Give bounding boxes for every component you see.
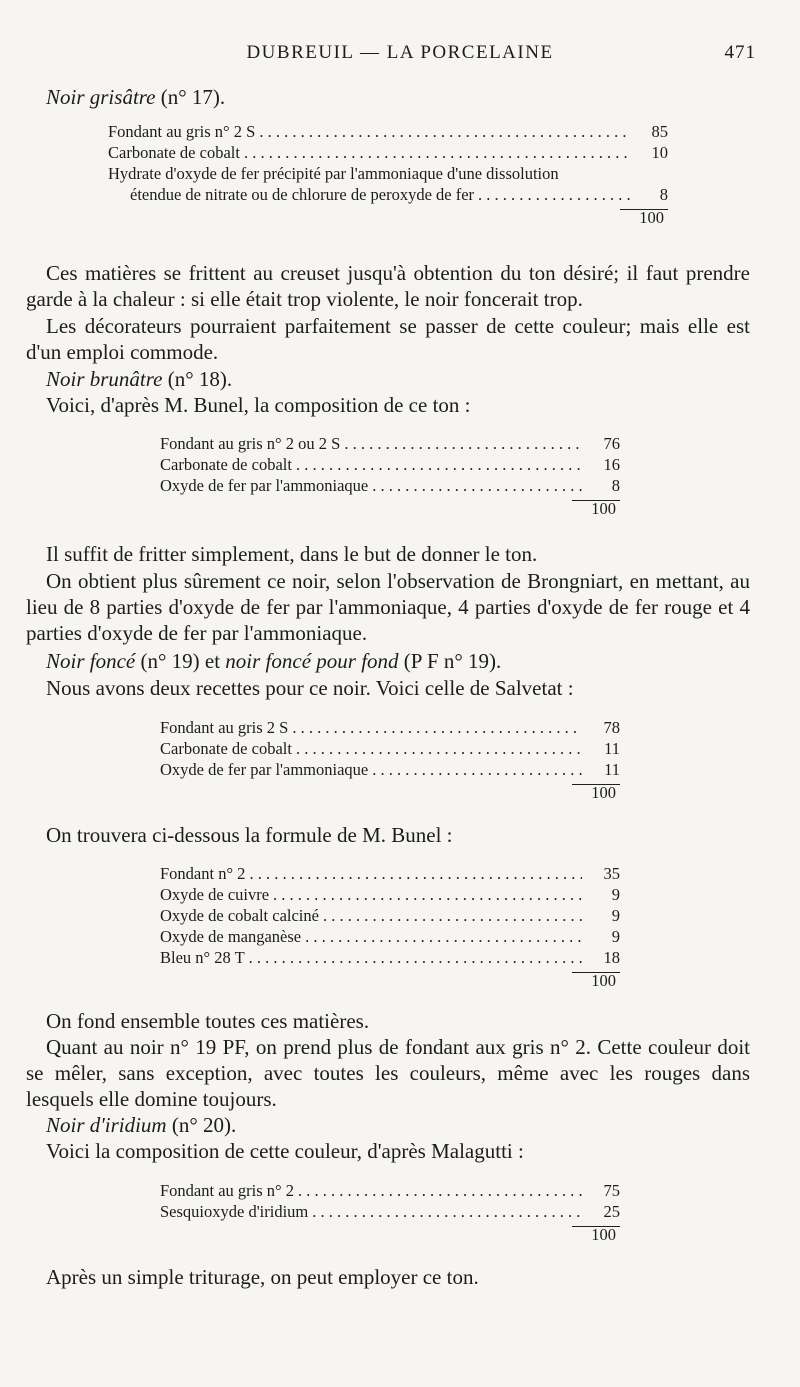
- leader-dots: [323, 905, 582, 926]
- paragraph: Il suffit de fritter simplement, dans le but de donner le ton.: [46, 542, 538, 566]
- recipe-17: [108, 121, 668, 229]
- ingredient-value: 16: [603, 455, 620, 474]
- recipe-row: [160, 863, 620, 884]
- recipe-total: 100: [591, 783, 616, 802]
- paragraph: Après un simple triturage, on peut employer ce ton.: [46, 1265, 479, 1289]
- ingredient-value: 8: [611, 476, 620, 495]
- ingredient-label: Bleu n° 28 T: [160, 948, 245, 967]
- total-rule: [160, 496, 620, 498]
- recipe-18: [160, 433, 620, 520]
- recipe-row: [160, 1201, 620, 1222]
- recipe-row: [160, 454, 620, 475]
- color-name: Noir brunâtre: [46, 367, 163, 391]
- paragraph: On trouvera ci-dessous la formule de M. Bunel :: [46, 823, 453, 847]
- ingredient-label: Oxyde de fer par l'ammoniaque: [160, 476, 369, 495]
- ingredient-value: 8: [659, 185, 668, 204]
- leader-dots: [312, 1201, 582, 1222]
- ingredient-value: 10: [651, 143, 668, 162]
- leader-dots: [478, 184, 630, 205]
- ingredient-label: Oxyde de manganèse: [160, 927, 302, 946]
- ingredient-label: Oxyde de cuivre: [160, 885, 270, 904]
- ingredient-label: Carbonate de cobalt: [160, 455, 292, 474]
- ingredient-value: 9: [611, 927, 620, 946]
- total-rule: [160, 1222, 620, 1224]
- ingredient-label: Carbonate de cobalt: [108, 143, 240, 162]
- ingredient-value: 9: [611, 885, 620, 904]
- recipe-row: [160, 759, 620, 780]
- paragraph: Voici la composition de cette couleur, d'après Malagutti :: [46, 1139, 524, 1163]
- color-name: Noir grisâtre: [46, 85, 156, 109]
- leader-dots: [249, 863, 582, 884]
- ingredient-label: Oxyde de cobalt calciné: [160, 906, 319, 925]
- ingredient-value: 78: [603, 718, 620, 737]
- leader-dots: [296, 738, 582, 759]
- leader-dots: [372, 759, 582, 780]
- leader-dots: [292, 717, 582, 738]
- paragraph: Les décorateurs pourraient parfaitement se passer de cette couleur; mais elle est d'un emploi commode.: [26, 314, 750, 364]
- ingredient-label: étendue de nitrate ou de chlorure de peroxyde de fer: [130, 185, 475, 204]
- heading-noir-iridium: [46, 1112, 236, 1138]
- ingredient-label: Fondant au gris n° 2 S: [108, 122, 256, 141]
- color-number: (n° 18).: [167, 367, 233, 391]
- recipe-20: [160, 1180, 620, 1246]
- recipe-row: [160, 738, 620, 759]
- recipe-row: [160, 475, 620, 496]
- recipe-row: [108, 184, 668, 205]
- recipe-row: [108, 142, 668, 163]
- recipe-row: [160, 433, 620, 454]
- recipe-bunel: [160, 863, 620, 992]
- running-header: [0, 42, 800, 68]
- recipe-total: 100: [591, 1225, 616, 1244]
- running-title: DUBREUIL — LA PORCELAINE: [246, 42, 554, 63]
- ingredient-value: 75: [603, 1181, 620, 1200]
- color-number: (n° 19) et: [140, 649, 221, 673]
- leader-dots: [249, 947, 582, 968]
- ingredient-value: 76: [603, 434, 620, 453]
- ingredient-label: Oxyde de fer par l'ammoniaque: [160, 760, 369, 779]
- leader-dots: [259, 121, 630, 142]
- ingredient-label: Sesquioxyde d'iridium: [160, 1202, 309, 1221]
- color-number: (n° 20).: [171, 1113, 237, 1137]
- leader-dots: [372, 475, 582, 496]
- paragraph: On fond ensemble toutes ces matières.: [46, 1009, 370, 1033]
- ingredient-value: 18: [603, 948, 620, 967]
- recipe-total: 100: [639, 208, 664, 227]
- color-name: noir foncé pour fond: [225, 649, 399, 673]
- heading-noir-fonce: [46, 648, 501, 674]
- ingredient-value: 35: [603, 864, 620, 883]
- leader-dots: [298, 1180, 582, 1201]
- recipe-row: [160, 905, 620, 926]
- recipe-total: 100: [591, 971, 616, 990]
- paragraph: Quant au noir n° 19 PF, on prend plus de fondant aux gris n° 2. Cette couleur doit se mêler, sans exception, avec toutes les couleurs, même avec les rouges dans lesquels elle domine toujours.: [26, 1035, 750, 1111]
- color-number: (n° 17).: [160, 85, 226, 109]
- ingredient-label: Fondant n° 2: [160, 864, 246, 883]
- ingredient-value: 11: [604, 739, 620, 758]
- leader-dots: [344, 433, 582, 454]
- recipe-row: [160, 947, 620, 968]
- recipe-row: [160, 884, 620, 905]
- recipe-total: 100: [591, 499, 616, 518]
- recipe-row: [160, 926, 620, 947]
- ingredient-value: 25: [603, 1202, 620, 1221]
- color-name: Noir d'iridium: [46, 1113, 167, 1137]
- ingredient-label: Carbonate de cobalt: [160, 739, 292, 758]
- paragraph: Nous avons deux recettes pour ce noir. Voici celle de Salvetat :: [46, 676, 574, 700]
- page-number: 471: [724, 42, 756, 63]
- recipe-row: [160, 717, 620, 738]
- heading-noir-grisatre: [46, 84, 225, 110]
- ingredient-label: Fondant au gris n° 2 ou 2 S: [160, 434, 341, 453]
- total-rule: [160, 780, 620, 782]
- ingredient-value: 11: [604, 760, 620, 779]
- leader-dots: [296, 454, 582, 475]
- color-number: (P F n° 19).: [403, 649, 502, 673]
- paragraph: Voici, d'après M. Bunel, la composition de ce ton :: [46, 393, 471, 417]
- recipe-row: [108, 121, 668, 142]
- heading-noir-brunatre: [46, 366, 232, 392]
- recipe-row: [160, 1180, 620, 1201]
- total-rule: [108, 205, 668, 207]
- ingredient-value: 9: [611, 906, 620, 925]
- total-rule: [160, 968, 620, 970]
- ingredient-label: Fondant au gris n° 2: [160, 1181, 295, 1200]
- recipe-19: [160, 717, 620, 804]
- recipe-row-line1: [108, 163, 668, 184]
- ingredient-label-line1: Hydrate d'oxyde de fer précipité par l'ammoniaque d'une dissolution: [108, 164, 559, 183]
- leader-dots: [244, 142, 630, 163]
- color-name: Noir foncé: [46, 649, 136, 673]
- paragraph: On obtient plus sûrement ce noir, selon l'observation de Brongniart, en mettant, au lieu de 8 parties d'oxyde de fer par l'ammoniaque, 4 parties d'oxyde de fer rouge et 4 parties d'oxyde de fer par l'ammoniaque.: [26, 569, 750, 645]
- leader-dots: [305, 926, 582, 947]
- leader-dots: [273, 884, 582, 905]
- paragraph: Ces matières se frittent au creuset jusqu'à obtention du ton désiré; il faut prendre garde à la chaleur : si elle était trop violente, le noir foncerait trop.: [26, 261, 750, 311]
- ingredient-label: Fondant au gris 2 S: [160, 718, 289, 737]
- ingredient-value: 85: [651, 122, 668, 141]
